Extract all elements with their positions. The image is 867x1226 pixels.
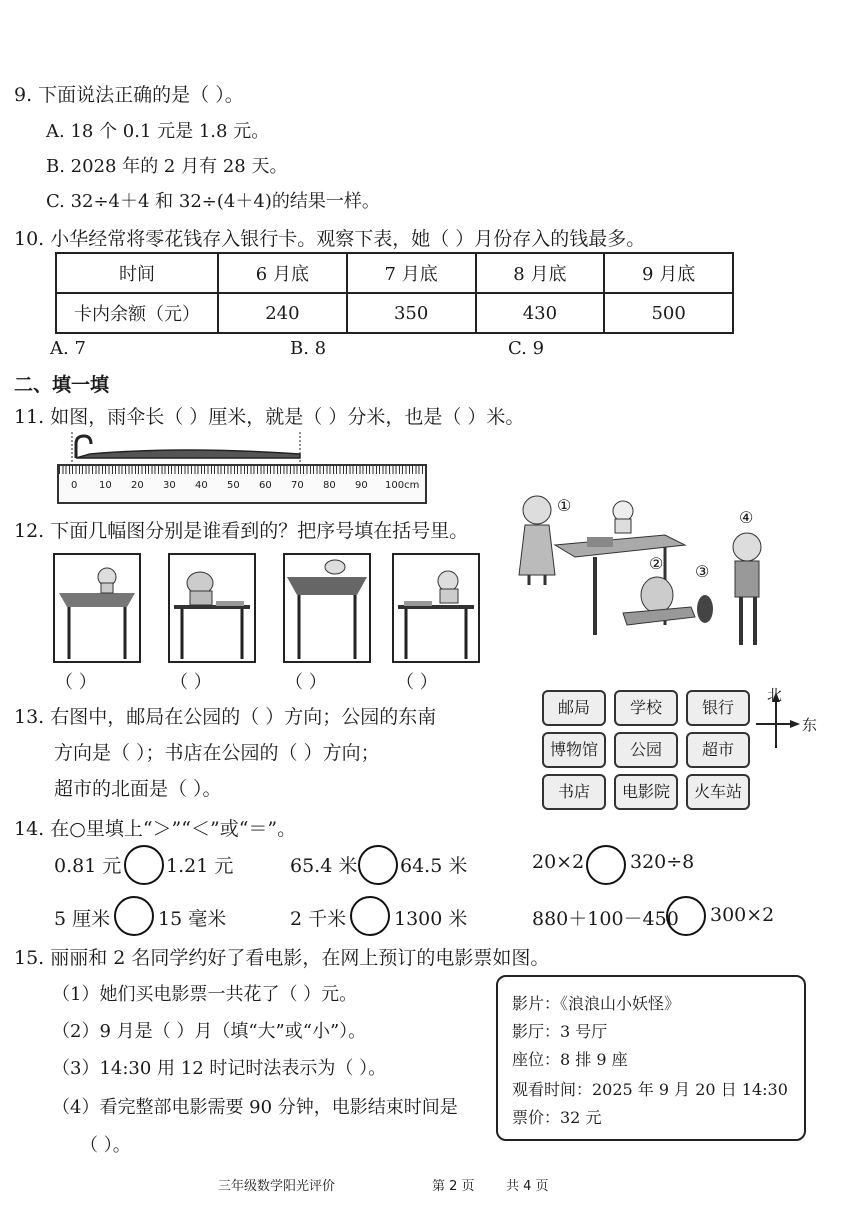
ruler-tick-label: 40: [195, 480, 208, 491]
footer-title: 三年级数学阳光评价: [218, 1179, 336, 1194]
map-place: 学校: [614, 690, 678, 726]
view-panel-4: [392, 553, 480, 663]
q13-line2: 方向是（ ）；书店在公园的（ ）方向；: [54, 742, 380, 764]
table-cell: 500: [604, 293, 733, 333]
compare-circle[interactable]: [124, 845, 164, 885]
marker-label: ③: [695, 562, 710, 581]
marker-label: ②: [649, 554, 664, 573]
q15-part4-blank: （ ）。: [80, 1135, 131, 1156]
table-row: [56, 293, 733, 333]
compare-circle[interactable]: [350, 896, 390, 936]
compare-circle[interactable]: [586, 845, 626, 885]
q10-stem: 10. 小华经常将零花钱存入银行卡。观察下表，她（ ）月份存入的钱最多。: [14, 228, 646, 250]
classroom-scene: [515, 485, 775, 665]
q9-stem: 9. 下面说法正确的是（ ）。: [14, 84, 244, 106]
ticket-time: 观看时间：2025 年 9 月 20 日 14:30: [512, 1080, 788, 1099]
map-place: 火车站: [686, 774, 750, 810]
ruler-tick-label: 60: [259, 480, 272, 491]
footer-page: 第 2 页: [432, 1179, 475, 1194]
table-header: 7 月底: [347, 253, 476, 293]
map-place: 超市: [686, 732, 750, 768]
compare-left: 0.81 元: [54, 855, 122, 877]
table-header: 时间: [56, 253, 218, 293]
ruler-tick-label: 70: [291, 480, 304, 491]
map-place: 电影院: [614, 774, 678, 810]
ruler-tick-label: 100cm: [385, 480, 420, 491]
q9-option-b: B. 2028 年的 2 月有 28 天。: [46, 156, 288, 177]
table-cell: 240: [218, 293, 347, 333]
map-place: 博物馆: [542, 732, 606, 768]
ruler-tick-label: 20: [131, 480, 144, 491]
view-picture: [55, 555, 139, 661]
footer-total: 共 4 页: [506, 1179, 549, 1194]
ruler-tick-label: 50: [227, 480, 240, 491]
movie-ticket: [496, 975, 806, 1141]
answer-blank: （ ）: [396, 672, 438, 693]
compare-left: 20×2: [532, 851, 585, 873]
compare-right: 1.21 元: [166, 855, 234, 877]
answer-blank: （ ）: [170, 672, 212, 693]
compare-left: 2 千米: [290, 908, 347, 930]
q11-stem: 11. 如图，雨伞长（ ）厘米，就是（ ）分米，也是（ ）米。: [14, 406, 525, 428]
table-cell: 430: [476, 293, 605, 333]
view-panel-2: [168, 553, 256, 663]
table-header: 9 月底: [604, 253, 733, 293]
map-place: 银行: [686, 690, 750, 726]
compare-circle[interactable]: [666, 896, 706, 936]
view-picture: [394, 555, 478, 661]
q9-option-c: C. 32÷4＋4 和 32÷(4＋4)的结果一样。: [46, 191, 380, 212]
q15-part3: （3）14:30 用 12 时记时法表示为（ ）。: [52, 1058, 387, 1079]
ticket-seat: 座位：8 排 9 座: [512, 1050, 628, 1069]
q10-option-c: C. 9: [508, 338, 545, 359]
table-header: 8 月底: [476, 253, 605, 293]
ticket-film: 影片：《浪浪山小妖怪》: [512, 994, 681, 1013]
q9-option-a: A. 18 个 0.1 元是 1.8 元。: [46, 121, 270, 142]
q10-option-b: B. 8: [290, 338, 327, 359]
compare-right: 320÷8: [630, 851, 695, 873]
marker-label: ④: [739, 508, 754, 527]
q15-part2: （2）9 月是（ ）月（填“大”或“小”）。: [52, 1021, 367, 1042]
section-heading: 二、填一填: [14, 374, 110, 396]
map-place: 邮局: [542, 690, 606, 726]
compare-circle[interactable]: [358, 845, 398, 885]
table-cell: 350: [347, 293, 476, 333]
ruler-tick-label: 0: [71, 480, 78, 491]
compare-left: 65.4 米: [290, 855, 358, 877]
view-picture: [170, 555, 254, 661]
view-panel-1: [53, 553, 141, 663]
q14-stem: 14. 在○里填上“＞”“＜”或“＝”。: [14, 818, 297, 840]
ticket-hall: 影厅：3 号厅: [512, 1022, 608, 1041]
q13-line3: 超市的北面是（ ）。: [54, 778, 222, 800]
view-picture: [285, 555, 369, 661]
ruler-tick-label: 90: [355, 480, 368, 491]
ruler: [57, 464, 427, 504]
umbrella-icon: [60, 432, 310, 466]
ticket-price: 票价：32 元: [512, 1108, 602, 1127]
q12-stem: 12. 下面几幅图分别是谁看到的？把序号填在括号里。: [14, 520, 469, 542]
map-place: 书店: [542, 774, 606, 810]
ruler-tick-label: 10: [99, 480, 112, 491]
east-label: 东: [802, 716, 818, 734]
q13-line1: 13. 右图中，邮局在公园的（ ）方向；公园的东南: [14, 706, 437, 728]
marker-label: ①: [557, 496, 572, 515]
compare-circle[interactable]: [114, 896, 154, 936]
compare-right: 15 毫米: [158, 908, 227, 930]
q15-part1: （1）她们买电影票一共花了（ ）元。: [52, 984, 358, 1005]
compare-right: 1300 米: [394, 908, 468, 930]
table-header: 6 月底: [218, 253, 347, 293]
ruler-tick-label: 30: [163, 480, 176, 491]
table-cell: 卡内余额（元）: [56, 293, 218, 333]
view-panel-3: [283, 553, 371, 663]
north-label: 北: [767, 686, 783, 704]
q10-option-a: A. 7: [50, 338, 86, 359]
savings-table: [55, 252, 734, 334]
ruler-tick-label: 80: [323, 480, 336, 491]
map-place: 公园: [614, 732, 678, 768]
answer-blank: （ ）: [285, 672, 327, 693]
compare-right: 64.5 米: [400, 855, 468, 877]
compare-right: 300×2: [710, 904, 775, 926]
q15-part4: （4）看完整部电影需要 90 分钟，电影结束时间是: [52, 1097, 458, 1118]
q15-stem: 15. 丽丽和 2 名同学约好了看电影，在网上预订的电影票如图。: [14, 947, 550, 969]
answer-blank: （ ）: [55, 672, 97, 693]
compare-left: 880＋100－450: [532, 908, 679, 930]
table-row: [56, 253, 733, 293]
compare-left: 5 厘米: [54, 908, 111, 930]
